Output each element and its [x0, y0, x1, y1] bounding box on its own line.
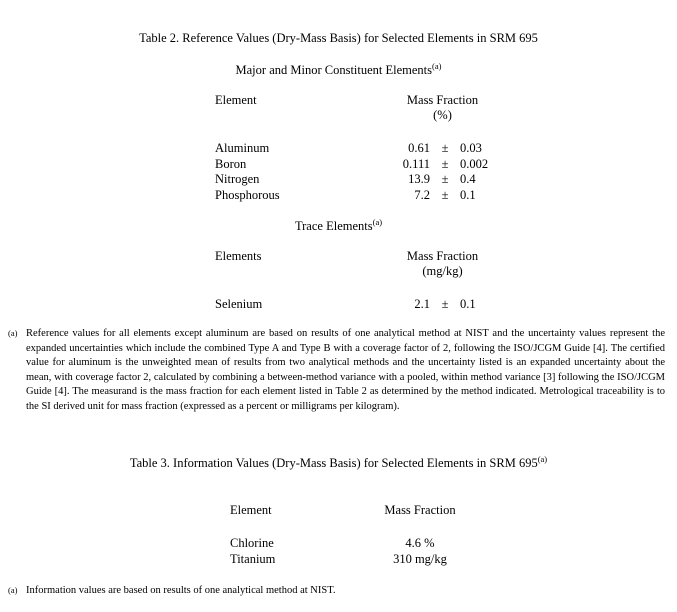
cell-plusminus: ± — [441, 187, 449, 202]
cell-element: Nitrogen — [215, 172, 260, 186]
table3-footnote — [0, 584, 677, 599]
table-row — [215, 297, 515, 313]
table2-section2-heading-text: Trace Elements — [294, 219, 373, 233]
table3-footnote-text: Information values are based on results of one analytical method at NIST. — [26, 585, 336, 596]
spacer-cell — [230, 518, 475, 536]
table2-section1-heading-superscript: (a) — [432, 60, 442, 71]
col-header-mass-fraction: Mass Fraction — [406, 249, 479, 263]
cell-element: Titanium — [230, 551, 276, 566]
table3-footnote-mark: (a) — [8, 585, 18, 595]
cell-uncertainty: 0.1 — [460, 187, 476, 202]
table2-section2 — [215, 249, 515, 313]
cell-plusminus: ± — [441, 141, 449, 155]
unit-spacer — [215, 264, 370, 279]
col-header-mass-fraction: Mass Fraction — [406, 93, 479, 107]
table2-section2-table — [215, 249, 515, 313]
table-unit-row — [215, 108, 515, 123]
cell-plusminus: ± — [441, 297, 449, 311]
col-header-mass-fraction: Mass Fraction — [384, 503, 456, 517]
spacer-cell — [215, 123, 515, 141]
table2-footnote-mark: (a) — [8, 328, 18, 338]
cell-value: 2.1 — [414, 297, 430, 311]
cell-uncertainty: 0.002 — [460, 156, 489, 171]
table3-title — [0, 453, 677, 471]
table-unit-row — [215, 264, 515, 279]
table3 — [230, 503, 475, 567]
table-header-row — [230, 503, 475, 518]
table3-table — [230, 503, 475, 567]
table-header-row — [215, 93, 515, 108]
table2-section2-heading — [0, 216, 677, 234]
cell-value: 310 mg/kg — [393, 551, 447, 566]
unit-spacer — [215, 108, 370, 123]
table2-section1 — [215, 93, 515, 203]
cell-plusminus: ± — [441, 156, 449, 171]
cell-value: 13.9 — [408, 172, 430, 186]
table-row — [215, 172, 515, 188]
spacer-row — [215, 279, 515, 297]
cell-element: Phosphorous — [215, 187, 280, 202]
col-header-element: Element — [215, 93, 257, 107]
cell-uncertainty: 0.4 — [460, 172, 476, 186]
cell-value: 0.61 — [408, 141, 430, 155]
col-header-element: Elements — [215, 249, 262, 263]
cell-value: 4.6 % — [405, 536, 435, 550]
cell-value: 0.111 — [402, 156, 430, 171]
table2-section1-table — [215, 93, 515, 203]
cell-plusminus: ± — [441, 172, 449, 186]
table2-footnote-text: Reference values for all elements except aluminum are based on results of one analytical method at NIST and the uncertainty values represent the expanded uncertainties which include the combined Type A and Type B with a coverage factor of 2, following the ISO/JCGM Guide [4]. The certified value for aluminum is the unweighted mean of results from two analytical methods and the uncertainty listed is an expanded uncertainty about the mean, with coverage factor 2, calculated by combining a between-method variance with a pooled, within method variance [3] following the ISO/JCGM Guide [4]. The measurand is the mass fraction for each element listed in Table 2 as determined by the method indicated. Metrological traceability is to the SI derived unit for mass fraction (expressed as a percent or milligrams per kilogram). — [26, 328, 665, 412]
table-header-row — [215, 249, 515, 264]
table-row — [230, 552, 475, 568]
table2-section1-heading-text: Major and Minor Constituent Elements — [235, 63, 433, 77]
cell-element: Selenium — [215, 297, 263, 311]
table2-footnote — [0, 327, 677, 414]
cell-value: 7.2 — [414, 187, 430, 202]
cell-element: Aluminum — [215, 141, 270, 155]
table3-title-superscript: (a) — [537, 453, 548, 464]
col-header-unit: (%) — [433, 108, 452, 122]
table-row — [215, 188, 515, 204]
spacer-row — [230, 518, 475, 536]
spacer-row — [215, 123, 515, 141]
table-row — [215, 141, 515, 157]
col-header-unit: (mg/kg) — [422, 264, 463, 278]
cell-uncertainty: 0.1 — [460, 297, 476, 311]
spacer-cell — [215, 279, 515, 297]
cell-element: Chlorine — [230, 536, 274, 550]
cell-element: Boron — [215, 156, 247, 171]
table2-title: Table 2. Reference Values (Dry-Mass Basis) for Selected Elements in SRM 695 — [139, 31, 538, 45]
table-row — [215, 157, 515, 173]
table-row — [230, 536, 475, 552]
table2-section2-heading-superscript: (a) — [372, 216, 383, 227]
col-header-element: Element — [230, 503, 272, 517]
table3-title-text: Table 3. Information Values (Dry-Mass Basis) for Selected Elements in SRM 695 — [129, 456, 538, 470]
table2-section1-heading — [0, 60, 677, 78]
cell-uncertainty: 0.03 — [460, 141, 482, 155]
